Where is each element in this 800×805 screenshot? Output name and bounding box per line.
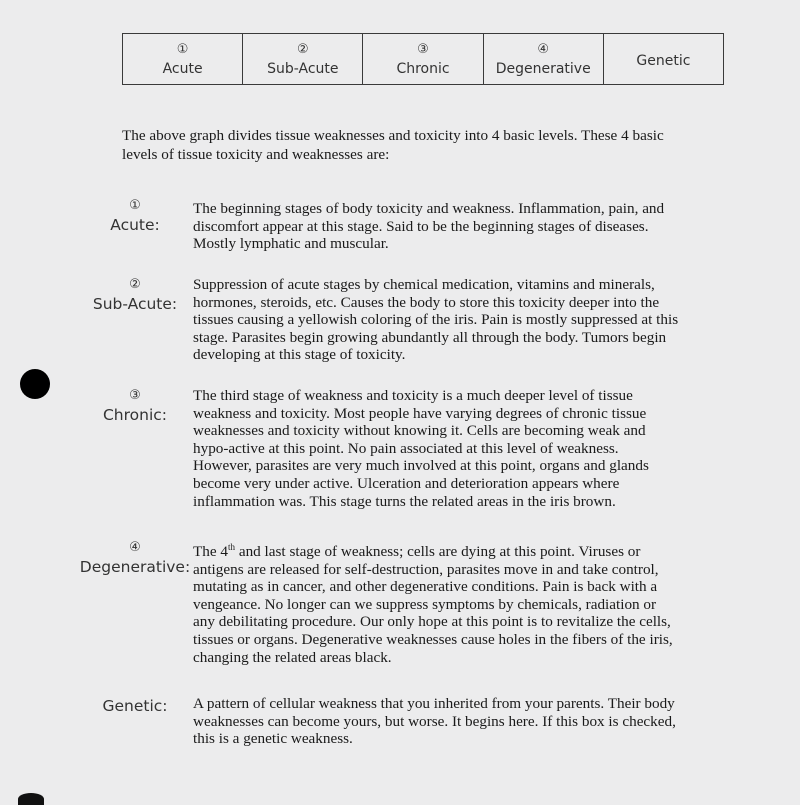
- entry-name: Chronic:: [102, 406, 168, 424]
- text-line: developing at this stage of toxicity.: [193, 346, 406, 364]
- text-line: stage. Parasites begin growing abundantly all through the body. Tumors begin: [193, 328, 667, 346]
- table-label-sub-acute: Sub-Acute: [267, 61, 339, 77]
- entry-label: [60, 697, 210, 715]
- text-line: inflammation was. This stage turns the related areas in the iris brown.: [193, 492, 616, 510]
- entry-label: [60, 388, 210, 424]
- entry-label: [60, 540, 210, 576]
- intro-paragraph: [122, 126, 732, 164]
- text-line: However, parasites are very much involved at this point, organs and glands: [193, 457, 649, 475]
- entry-text: [193, 387, 733, 510]
- entry-label: [60, 277, 210, 313]
- circled-number-2: ②: [296, 42, 309, 57]
- text-line: weakness and toxicity. Most people have varying degrees of chronic tissue: [193, 404, 647, 422]
- text-line: hormones, steroids, etc. Causes the body to store this toxicity deeper into the: [193, 293, 660, 311]
- table-label-chronic: Chronic: [396, 61, 450, 77]
- text-line: mutating as in cancer, and other degenerative conditions. Pain is back with a: [193, 578, 658, 596]
- intro-line: The above graph divides tissue weaknesses and toxicity into 4 basic levels. These 4 basic: [122, 127, 664, 144]
- circled-number-4: ④: [129, 540, 141, 555]
- circled-number-4: ④: [537, 42, 550, 57]
- text-line: Mostly lymphatic and muscular.: [193, 235, 389, 253]
- text-line: The third stage of weakness and toxicity is a much deeper level of tissue: [193, 387, 633, 404]
- entry-name: Acute:: [110, 216, 160, 234]
- text-line: A pattern of cellular weakness that you inherited from your parents. Their body: [193, 695, 675, 712]
- ordinal-suffix: th: [228, 542, 236, 552]
- entry-text: [193, 276, 733, 364]
- text-fragment: The 4: [193, 543, 229, 560]
- entry-text: [193, 543, 733, 666]
- entry-name: Genetic:: [102, 697, 168, 715]
- text-line: tissues or organs. Degenerative weaknesses cause holes in the fibers of the iris,: [193, 630, 673, 648]
- levels-table: [122, 33, 724, 85]
- punch-hole: [20, 369, 50, 399]
- circled-number-1: ①: [129, 198, 141, 213]
- circled-number-3: ③: [129, 388, 141, 403]
- table-label-acute: Acute: [162, 61, 203, 77]
- table-cell-genetic: [604, 34, 723, 84]
- circled-number-1: ①: [176, 42, 189, 57]
- text-fragment: and last stage of weakness; cells are dying at this point. Viruses or: [235, 543, 641, 560]
- text-line: any debilitating procedure. Our only hope at this point is to revitalize the cells,: [193, 613, 671, 631]
- text-line: hypo-active at this point. No pain associated at this level of weakness.: [193, 439, 619, 457]
- text-line: Suppression of acute stages by chemical medication, vitamins and minerals,: [193, 276, 655, 293]
- table-label-degenerative: Degenerative: [495, 61, 591, 77]
- text-line: become very under active. Ulceration and deterioration appears where: [193, 474, 620, 492]
- circled-number-3: ③: [417, 42, 429, 57]
- table-cell-acute: [123, 34, 243, 84]
- entry-text: [193, 200, 733, 253]
- entry-label: [60, 198, 210, 234]
- intro-line: levels of tissue toxicity and weaknesses are:: [122, 146, 390, 163]
- text-line: weaknesses can become yours, but worse. It begins here. If this box is checked,: [193, 712, 676, 730]
- entry-text: [193, 695, 733, 748]
- table-cell-chronic: [363, 34, 483, 84]
- text-line: weaknesses and toxicity without knowing it. Cells are becoming weak and: [193, 422, 646, 440]
- table-cell-sub-acute: [243, 34, 363, 84]
- text-line: [193, 543, 733, 561]
- text-line: changing the related areas black.: [193, 648, 392, 666]
- text-line: discomfort appear at this stage. Said to be the beginning stages of diseases.: [193, 217, 649, 235]
- entry-name: Degenerative:: [79, 558, 191, 576]
- text-line: tissues causing a yellowish coloring of the iris. Pain is mostly suppressed at this: [193, 311, 679, 329]
- punch-hole: [18, 793, 44, 805]
- text-line: antigens are released for self-destruction, parasites move in and take control,: [193, 560, 659, 578]
- text-line: this is a genetic weakness.: [193, 730, 353, 748]
- table-label-genetic: Genetic: [636, 53, 691, 69]
- table-cell-degenerative: [484, 34, 604, 84]
- text-line: vengeance. No longer can we suppress symptoms by chemicals, radiation or: [193, 595, 657, 613]
- circled-number-2: ②: [129, 277, 141, 292]
- entry-name: Sub-Acute:: [92, 295, 178, 313]
- text-line: The beginning stages of body toxicity and weakness. Inflammation, pain, and: [193, 200, 665, 217]
